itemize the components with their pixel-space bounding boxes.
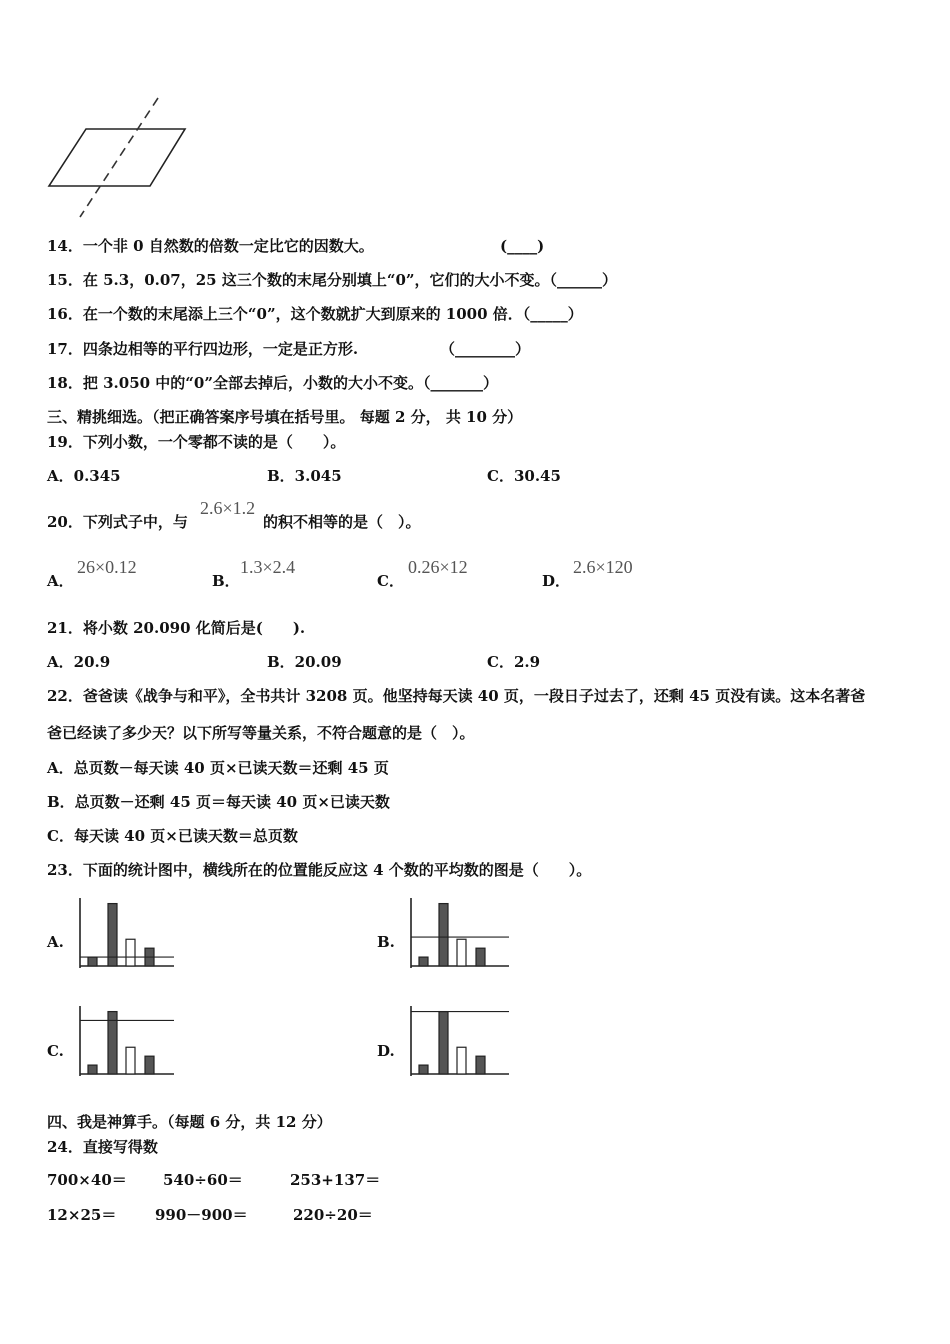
- q21-option-c[interactable]: C．2.9: [487, 653, 541, 671]
- question-17: 17．四条边相等的平行四边形，一定是正方形.: [47, 340, 359, 358]
- q20-option-a-expression: 26×0.12: [77, 557, 137, 577]
- q23-option-a-label[interactable]: A.: [47, 933, 64, 951]
- bar: [145, 1056, 154, 1074]
- q22-option-b[interactable]: B．总页数－还剩 45 页＝每天读 40 页×已读天数: [47, 793, 390, 811]
- bar: [457, 1047, 466, 1074]
- q19-option-c[interactable]: C．30.45: [487, 467, 561, 485]
- bar: [419, 1065, 428, 1074]
- q23-chart-c: [78, 1004, 178, 1080]
- bar: [126, 1047, 135, 1074]
- question-20-stem-before: 20．下列式子中，与: [47, 513, 188, 531]
- question-15: 15．在 5.3，0.07，25 这三个数的末尾分别填上“0”，它们的大小不变。（______）: [47, 271, 618, 289]
- bar: [457, 939, 466, 966]
- q20-option-d-expression: 2.6×120: [573, 557, 633, 577]
- question-14-blank[interactable]: (____): [500, 237, 545, 255]
- q19-option-b[interactable]: B．3.045: [267, 467, 342, 485]
- bar: [439, 1012, 448, 1074]
- calc-item: 12×25＝: [47, 1206, 117, 1224]
- bar: [476, 948, 485, 966]
- q20-option-b-label[interactable]: B．: [212, 572, 240, 590]
- question-23: 23．下面的统计图中，横线所在的位置能反应这 4 个数的平均数的图是（ ）。: [47, 861, 592, 879]
- question-24: 24．直接写得数: [47, 1138, 158, 1156]
- q23-option-c-label[interactable]: C.: [47, 1042, 64, 1060]
- bar: [88, 957, 97, 966]
- bar: [476, 1056, 485, 1074]
- calc-item: 253+137＝: [290, 1171, 381, 1189]
- q22-option-a[interactable]: A．总页数－每天读 40 页×已读天数＝还剩 45 页: [47, 759, 389, 777]
- question-14: 14．一个非 0 自然数的倍数一定比它的因数大。: [47, 237, 374, 255]
- q23-option-d-label[interactable]: D.: [377, 1042, 395, 1060]
- q19-option-a[interactable]: A．0.345: [47, 467, 121, 485]
- q21-option-a[interactable]: A．20.9: [47, 653, 111, 671]
- q20-option-c-label[interactable]: C．: [377, 572, 404, 590]
- question-17-blank[interactable]: （________）: [440, 340, 531, 358]
- q20-option-a-label[interactable]: A．: [47, 572, 74, 590]
- q23-chart-a: [78, 896, 178, 972]
- calc-item: 700×40＝: [47, 1171, 127, 1189]
- calc-item: 220÷20＝: [293, 1206, 373, 1224]
- question-20-stem-after: 的积不相等的是（ ）。: [263, 513, 421, 531]
- q20-option-b-expression: 1.3×2.4: [240, 557, 296, 577]
- question-19: 19．下列小数，一个零都不读的是（ ）。: [47, 433, 346, 451]
- q20-option-c-expression: 0.26×12: [408, 557, 468, 577]
- bar: [88, 1065, 97, 1074]
- question-22-line-1: 22．爸爸读《战争与和平》，全书共计 3208 页。他坚持每天读 40 页，一段日子过去了，还剩 45 页没有读。这本名著爸: [47, 687, 866, 705]
- q20-option-d-label[interactable]: D．: [542, 572, 571, 590]
- q23-chart-b: [409, 896, 513, 972]
- bar: [419, 957, 428, 966]
- calc-item: 540÷60＝: [163, 1171, 243, 1189]
- dashed-line: [80, 98, 158, 217]
- question-16: 16．在一个数的末尾添上三个“0”，这个数就扩大到原来的 1000 倍．（_____）: [47, 305, 583, 323]
- bar: [126, 939, 135, 966]
- q21-option-b[interactable]: B．20.09: [267, 653, 342, 671]
- parallelogram: [49, 129, 185, 186]
- calc-item: 990－900＝: [155, 1206, 248, 1224]
- question-20-expression: 2.6×1.2: [200, 498, 256, 518]
- section-4-heading: 四、我是神算手。（每题 6 分，共 12 分）: [47, 1113, 332, 1131]
- parallelogram-figure: [40, 90, 200, 225]
- bar: [439, 904, 448, 966]
- question-18: 18．把 3.050 中的“0”全部去掉后，小数的大小不变。（_______）: [47, 374, 498, 392]
- q23-chart-d: [409, 1004, 513, 1080]
- q22-option-c[interactable]: C．每天读 40 页×已读天数＝总页数: [47, 827, 298, 845]
- question-21: 21．将小数 20.090 化简后是( ).: [47, 619, 306, 637]
- section-3-heading: 三、精挑细选。（把正确答案序号填在括号里。 每题 2 分， 共 10 分）: [47, 408, 523, 426]
- question-22-line-2: 爸已经读了多少天？以下所写等量关系，不符合题意的是（ ）。: [47, 724, 475, 742]
- q23-option-b-label[interactable]: B.: [377, 933, 395, 951]
